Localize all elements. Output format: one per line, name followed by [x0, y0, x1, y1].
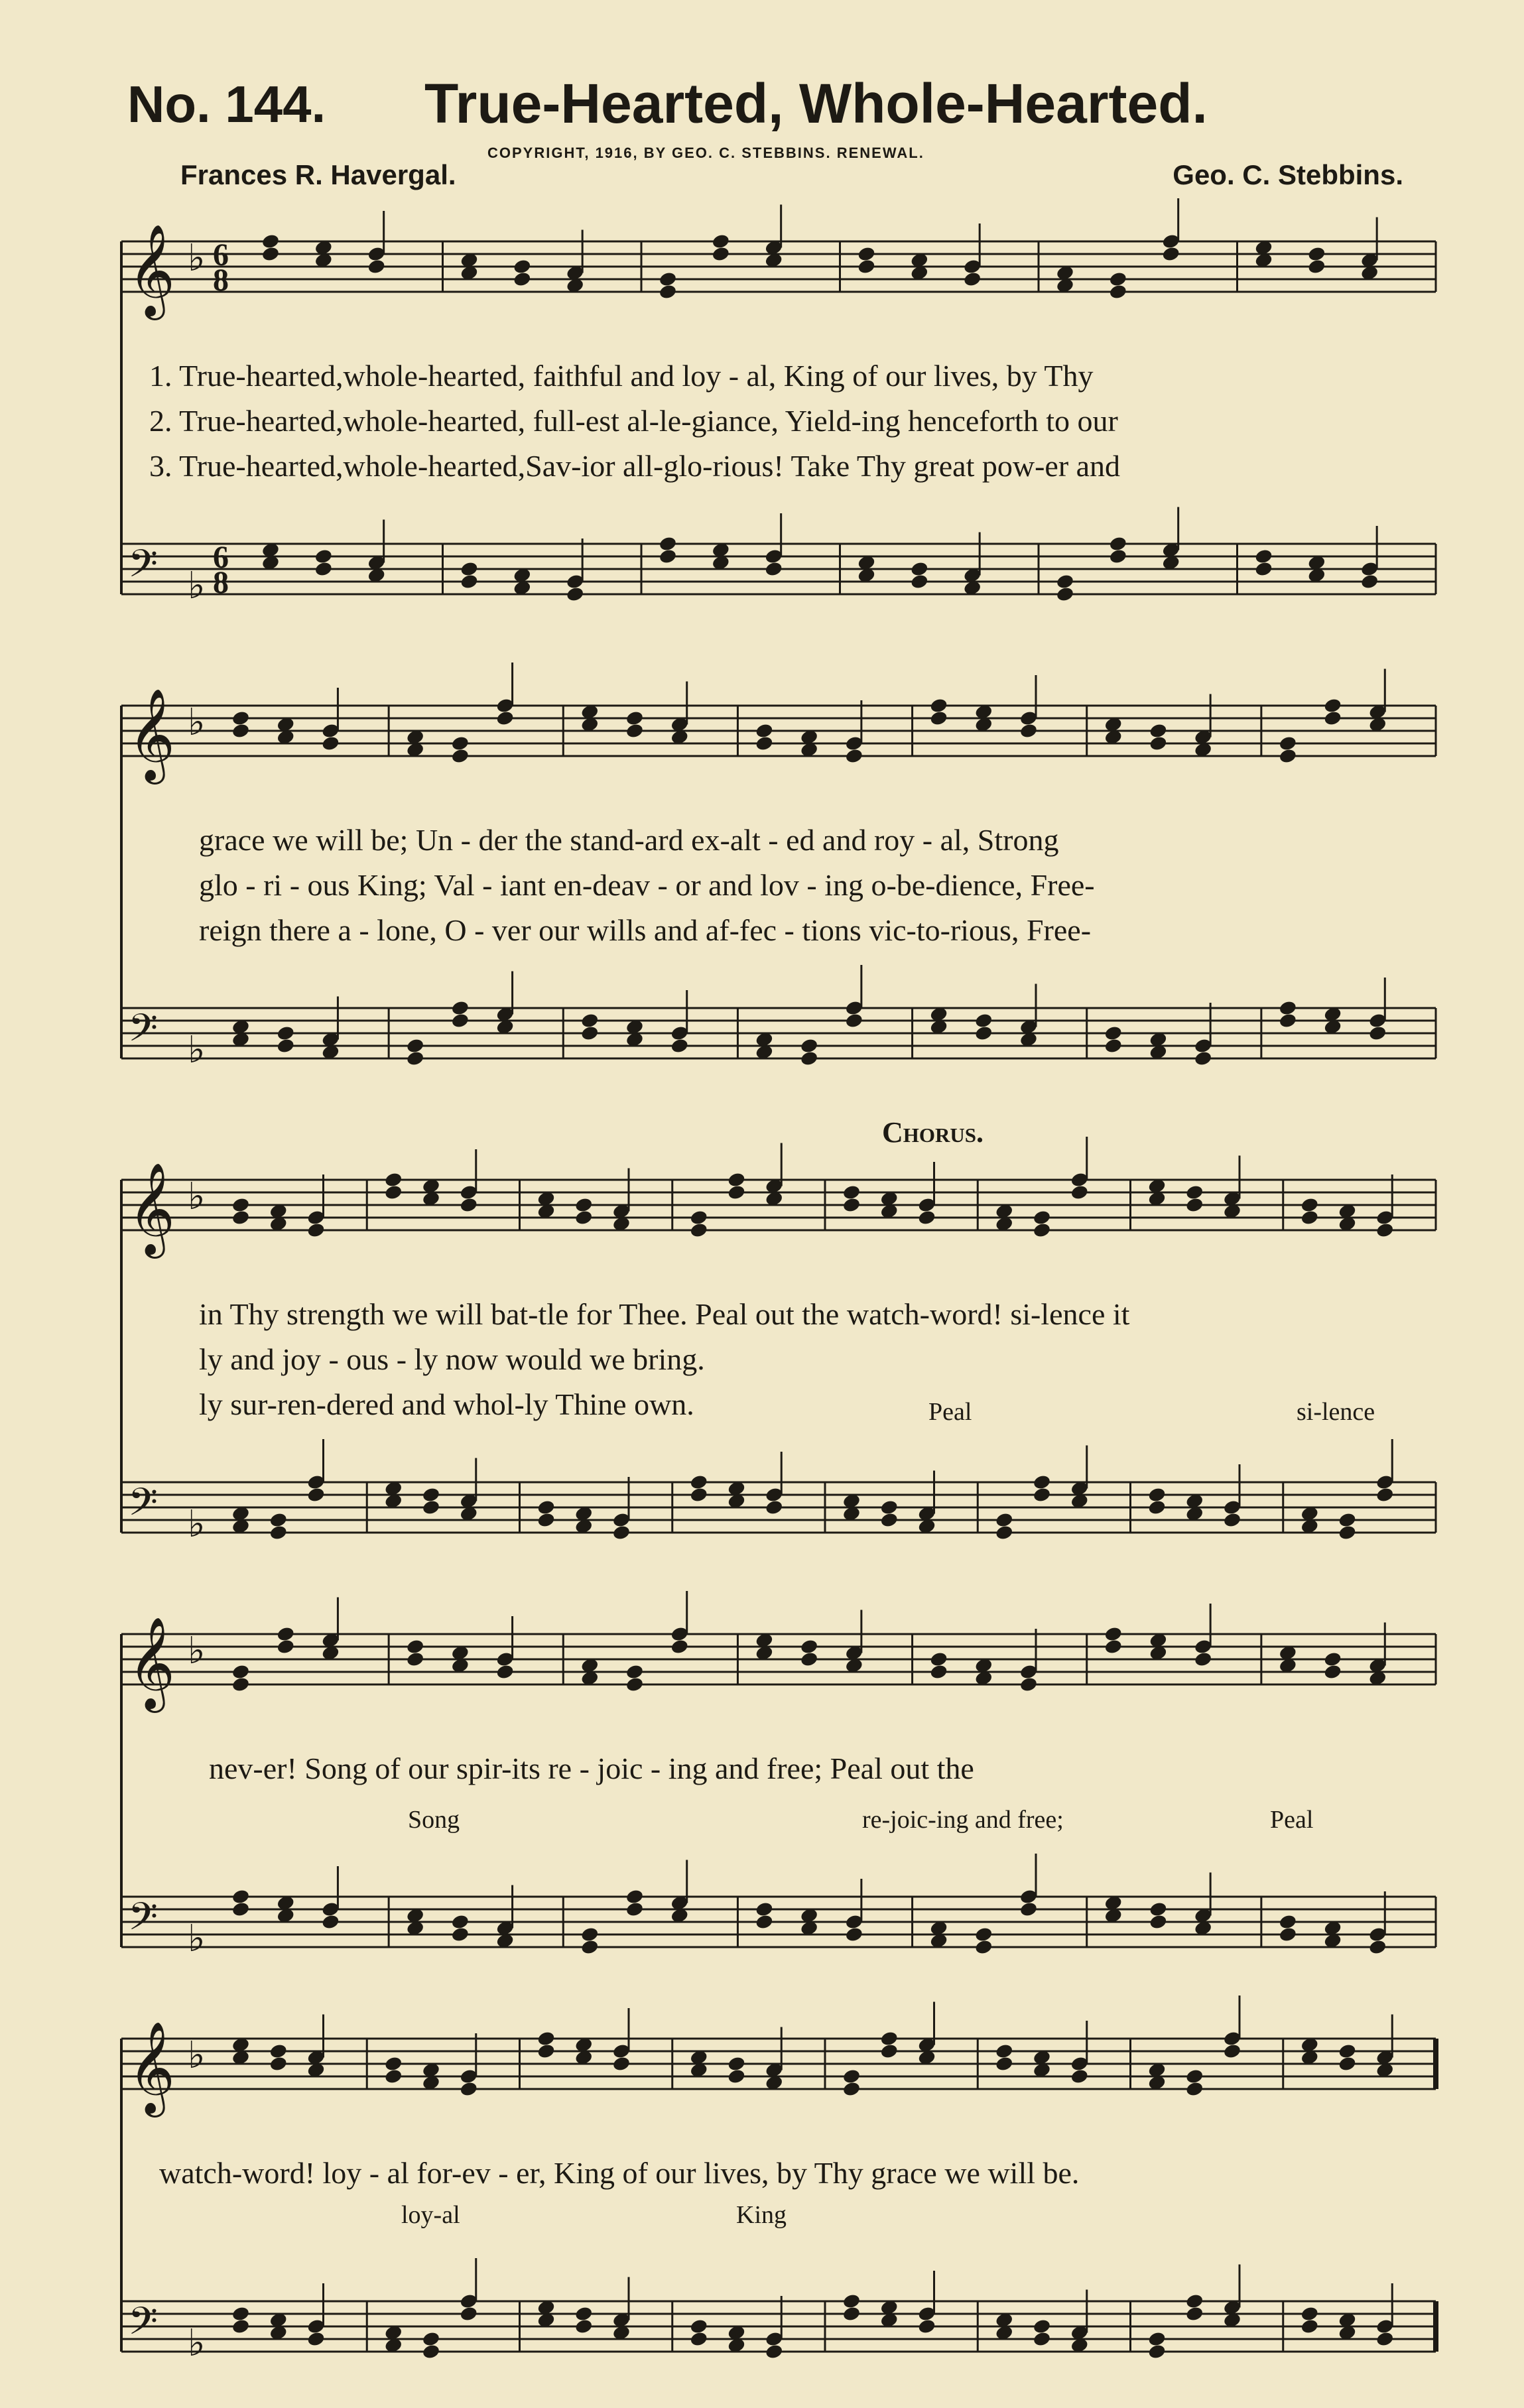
author-credit: Frances R. Havergal. [180, 159, 456, 190]
hymn-title: True-Hearted, Whole-Hearted. [424, 72, 1208, 135]
note-head [842, 2068, 861, 2084]
flat-sign-icon: ♭ [188, 564, 206, 607]
note-head [580, 1926, 600, 1942]
note-head [755, 1913, 774, 1930]
note-head [1149, 1901, 1168, 1917]
note-head [879, 1511, 899, 1528]
note-head [261, 233, 281, 249]
note-head [625, 1888, 645, 1905]
note-head [451, 747, 470, 764]
note-head [612, 1524, 631, 1541]
note-head [580, 1025, 600, 1041]
note-head [406, 1050, 425, 1066]
music-system-3 [116, 1157, 1439, 1582]
note-head [306, 2330, 326, 2347]
composer-credit: Geo. C. Stebbins. [1173, 159, 1403, 190]
lyric-line: 1. True-hearted,whole-hearted, faithful and loy - al, King of our lives, by Thy [149, 359, 1094, 393]
music-system-5 [116, 2016, 1439, 2401]
bass-staff [121, 965, 1436, 1072]
flat-sign-icon: ♭ [188, 2034, 206, 2077]
note-head [459, 2080, 478, 2097]
note-head [406, 1638, 425, 1655]
note-head [1033, 1209, 1052, 1226]
note-head [1056, 586, 1075, 602]
note-head [917, 1209, 936, 1226]
note-head [537, 1511, 556, 1528]
treble-clef-icon: 𝄞 [128, 224, 175, 316]
note-head [451, 1926, 470, 1942]
note-head [1185, 2293, 1204, 2309]
flat-sign-icon: ♭ [188, 1029, 206, 1072]
note-head [580, 1012, 600, 1029]
note-head [974, 1926, 993, 1942]
note-head [321, 735, 340, 751]
note-head [566, 586, 585, 602]
note-head [269, 1524, 288, 1541]
note-head [625, 722, 645, 739]
note-head [727, 2068, 746, 2084]
flat-sign-icon: ♭ [188, 1917, 206, 1960]
note-head [857, 258, 876, 275]
copyright-notice: COPYRIGHT, 1916, BY GEO. C. STEBBINS. RENEWAL. [487, 145, 924, 161]
note-head [625, 1676, 645, 1692]
time-signature-bottom: 8 [213, 565, 229, 600]
note-head [1323, 710, 1342, 726]
note-head [910, 560, 929, 577]
note-head [269, 2055, 288, 2072]
note-head [459, 1196, 478, 1213]
note-head [451, 999, 470, 1016]
note-head [1019, 1676, 1039, 1692]
note-head [406, 1651, 425, 1667]
note-head [1104, 1025, 1123, 1041]
note-head [1149, 722, 1168, 739]
lyric-line: glo - ri - ous King; Val - iant en-deav - or and lov - ing o-be-dience, Free- [199, 868, 1095, 902]
cue-text: loy-al [401, 2201, 460, 2229]
note-head [1104, 1625, 1123, 1642]
note-head [1194, 1050, 1213, 1066]
note-head [659, 535, 678, 552]
note-head [422, 2330, 441, 2347]
note-head [231, 1901, 251, 1917]
note-head [845, 747, 864, 764]
note-head [384, 1171, 403, 1188]
note-head [306, 1222, 326, 1238]
note-head [845, 1926, 864, 1942]
note-head [261, 245, 281, 262]
note-head [727, 1171, 746, 1188]
note-head [574, 1209, 594, 1226]
lyric-line: 2. True-hearted,whole-hearted, full-est al-le-giance, Yield-ing henceforth to our [149, 404, 1118, 438]
hymn-number: No. 144. [127, 75, 326, 133]
note-head [711, 233, 730, 249]
note-head [451, 735, 470, 751]
note-head [1300, 2318, 1319, 2334]
treble-staff [121, 198, 1436, 320]
note-head [1360, 573, 1379, 590]
note-head [537, 2030, 556, 2047]
note-head [1300, 2305, 1319, 2322]
note-head [1019, 722, 1039, 739]
note-head [1368, 1938, 1387, 1955]
note-head [929, 1663, 948, 1680]
note-head [1279, 1926, 1298, 1942]
note-head [406, 1037, 425, 1054]
time-signature-bottom: 8 [213, 263, 229, 298]
note-head [276, 1638, 295, 1655]
note-head [879, 1499, 899, 1515]
note-head [513, 258, 532, 275]
cue-text: Peal [1270, 1806, 1314, 1834]
note-head [1338, 2055, 1357, 2072]
note-head [974, 1025, 993, 1041]
note-head [974, 1012, 993, 1029]
note-head [367, 258, 386, 275]
note-head [1185, 2080, 1204, 2097]
treble-clef-icon: 𝄞 [128, 1163, 175, 1255]
note-head [384, 1184, 403, 1200]
cue-text: si-lence [1297, 1398, 1375, 1426]
note-head [1104, 1638, 1123, 1655]
note-head [574, 2318, 594, 2334]
lyric-line: ly sur-ren-dered and whol-ly Thine own. [199, 1387, 694, 1421]
note-head [231, 1209, 251, 1226]
lyric-line: watch-word! loy - al for-ev - er, King of our lives, by Thy grace we will be. [159, 2156, 1080, 2190]
note-head [995, 1511, 1014, 1528]
cue-text: Peal [928, 1398, 972, 1426]
note-head [689, 1222, 708, 1238]
note-head [1108, 283, 1127, 300]
note-head [314, 548, 333, 564]
note-head [727, 2055, 746, 2072]
note-head [625, 1901, 645, 1917]
cue-text: Song [408, 1806, 460, 1834]
note-head [625, 710, 645, 726]
note-head [995, 2055, 1014, 2072]
note-head [269, 2043, 288, 2059]
note-head [1147, 1486, 1167, 1503]
note-head [755, 735, 774, 751]
note-head [537, 2043, 556, 2059]
note-head [765, 1499, 784, 1515]
note-head [842, 1196, 861, 1213]
note-head [689, 2330, 708, 2347]
lyric-line: nev-er! Song of our spir-its re - joic - ing and free; Peal out the [209, 1751, 974, 1785]
time-signature-top: 6 [213, 540, 229, 575]
note-head [231, 1888, 251, 1905]
note-head [765, 2343, 784, 2360]
cue-text: re-joic-ing and free; [862, 1806, 1064, 1834]
note-head [513, 271, 532, 287]
note-head [1254, 560, 1273, 577]
lyric-line: grace we will be; Un - der the stand-ard ex-alt - ed and roy - al, Strong [199, 823, 1059, 857]
flat-sign-icon: ♭ [188, 1175, 206, 1218]
note-head [1338, 1511, 1357, 1528]
bass-clef-icon: 𝄢 [128, 1480, 159, 1534]
note-head [1223, 2043, 1242, 2059]
note-head [1033, 1474, 1052, 1490]
note-head [845, 1012, 864, 1029]
staff-notation [116, 1612, 1439, 1996]
note-head [689, 2318, 708, 2334]
lyric-line: 3. True-hearted,whole-hearted,Sav-ior all-glo-rious! Take Thy great pow-er and [149, 449, 1121, 483]
note-head [1147, 1499, 1167, 1515]
note-head [495, 710, 515, 726]
note-head [314, 560, 333, 577]
note-head [711, 245, 730, 262]
note-head [321, 1913, 340, 1930]
note-head [689, 1486, 708, 1503]
note-head [1104, 1037, 1123, 1054]
flat-sign-icon: ♭ [188, 237, 206, 280]
note-head [231, 1663, 251, 1680]
note-head [1161, 245, 1180, 262]
note-head [422, 1499, 441, 1515]
note-head [276, 1625, 295, 1642]
note-head [755, 722, 774, 739]
note-head [910, 573, 929, 590]
note-head [659, 271, 678, 287]
note-head [231, 722, 251, 739]
note-head [422, 1486, 441, 1503]
note-head [384, 2055, 403, 2072]
bass-clef-icon: 𝄢 [128, 541, 159, 596]
lyric-line: ly and joy - ous - ly now would we bring. [199, 1342, 705, 1376]
note-head [1033, 2318, 1052, 2334]
note-head [974, 1938, 993, 1955]
note-head [1279, 1012, 1298, 1029]
note-head [842, 1184, 861, 1200]
note-head [800, 1037, 819, 1054]
note-head [1147, 2330, 1167, 2347]
note-head [800, 1638, 819, 1655]
flat-sign-icon: ♭ [188, 1629, 206, 1673]
note-head [231, 2305, 251, 2322]
note-head [231, 1676, 251, 1692]
note-head [231, 710, 251, 726]
note-head [574, 2305, 594, 2322]
note-head [1375, 1222, 1395, 1238]
note-head [1185, 1184, 1204, 1200]
note-head [537, 1499, 556, 1515]
note-head [879, 2043, 899, 2059]
note-head [574, 1196, 594, 1213]
note-head [1149, 735, 1168, 751]
note-head [451, 1012, 470, 1029]
treble-staff [121, 1591, 1436, 1713]
note-head [659, 548, 678, 564]
note-head [1279, 999, 1298, 1016]
note-head [963, 271, 982, 287]
note-head [842, 2293, 861, 2309]
note-head [929, 710, 948, 726]
note-head [842, 2305, 861, 2322]
flat-sign-icon: ♭ [188, 1503, 206, 1546]
note-head [422, 2343, 441, 2360]
note-head [1108, 535, 1127, 552]
note-head [625, 1663, 645, 1680]
treble-staff [121, 1996, 1436, 2118]
note-head [1185, 2068, 1204, 2084]
note-head [929, 697, 948, 714]
music-system-4 [116, 1612, 1439, 1996]
note-head [580, 1938, 600, 1955]
music-system-2 [116, 683, 1439, 1108]
note-head [306, 1486, 326, 1503]
bass-staff [121, 507, 1436, 608]
bass-clef-icon: 𝄢 [128, 2299, 159, 2353]
note-head [1185, 2305, 1204, 2322]
note-head [1307, 245, 1326, 262]
note-head [1033, 2330, 1052, 2347]
note-head [764, 560, 783, 577]
time-signature-top: 6 [213, 237, 229, 273]
note-head [1194, 1651, 1213, 1667]
note-head [995, 1524, 1014, 1541]
note-head [231, 1196, 251, 1213]
note-head [995, 2043, 1014, 2059]
treble-staff [121, 1137, 1436, 1259]
note-head [276, 1025, 295, 1041]
note-head [917, 2318, 936, 2334]
note-head [879, 2030, 899, 2047]
note-head [384, 2068, 403, 2084]
note-head [612, 2055, 631, 2072]
note-head [460, 560, 479, 577]
music-system-1 [116, 219, 1439, 643]
note-head [670, 1037, 689, 1054]
note-head [670, 1638, 689, 1655]
note-head [857, 245, 876, 262]
treble-staff [121, 663, 1436, 785]
note-head [1056, 573, 1075, 590]
note-head [1375, 1486, 1395, 1503]
note-head [460, 573, 479, 590]
bass-staff [121, 1439, 1436, 1546]
lyric-line: in Thy strength we will bat-tle for Thee. Peal out the watch-word! si-lence it [199, 1297, 1130, 1331]
treble-clef-icon: 𝄞 [128, 1617, 175, 1709]
note-head [1223, 1511, 1242, 1528]
note-head [269, 1511, 288, 1528]
note-head [451, 1913, 470, 1930]
note-head [1279, 747, 1298, 764]
note-head [1323, 1663, 1342, 1680]
note-head [495, 1663, 515, 1680]
bass-clef-icon: 𝄢 [128, 1894, 159, 1948]
treble-clef-icon: 𝄞 [128, 688, 175, 781]
note-head [1070, 2068, 1089, 2084]
note-head [1279, 1913, 1298, 1930]
note-head [1147, 2343, 1167, 2360]
note-head [1338, 1524, 1357, 1541]
note-head [1149, 1913, 1168, 1930]
cue-text: King [736, 2201, 787, 2229]
note-head [929, 1651, 948, 1667]
note-head [842, 2080, 861, 2097]
note-head [276, 1037, 295, 1054]
note-head [1254, 548, 1273, 564]
note-head [1323, 1651, 1342, 1667]
note-head [689, 1474, 708, 1490]
chorus-label: Chorus. [882, 1116, 984, 1149]
note-head [1300, 1196, 1319, 1213]
note-head [1300, 1209, 1319, 1226]
bass-staff [121, 1854, 1436, 1960]
note-head [1070, 1184, 1089, 1200]
note-head [800, 1050, 819, 1066]
note-head [1323, 697, 1342, 714]
note-head [689, 1209, 708, 1226]
note-head [1368, 1025, 1387, 1041]
note-head [1108, 548, 1127, 564]
bass-clef-icon: 𝄢 [128, 1005, 159, 1060]
note-head [727, 1184, 746, 1200]
note-head [1033, 1222, 1052, 1238]
note-head [1108, 271, 1127, 287]
note-head [755, 1901, 774, 1917]
note-head [659, 283, 678, 300]
note-head [459, 2305, 478, 2322]
note-head [1338, 2043, 1357, 2059]
note-head [1033, 1486, 1052, 1503]
note-head [1185, 1196, 1204, 1213]
note-head [1019, 1901, 1039, 1917]
note-head [231, 2318, 251, 2334]
treble-clef-icon: 𝄞 [128, 2021, 175, 2114]
note-head [1279, 735, 1298, 751]
note-head [1307, 258, 1326, 275]
note-head [800, 1651, 819, 1667]
flat-sign-icon: ♭ [188, 701, 206, 744]
flat-sign-icon: ♭ [188, 2322, 206, 2365]
lyric-line: reign there a - lone, O - ver our wills and af-fec - tions vic-to-rious, Free- [199, 913, 1092, 947]
bass-staff [121, 2258, 1436, 2365]
note-head [1375, 2330, 1395, 2347]
